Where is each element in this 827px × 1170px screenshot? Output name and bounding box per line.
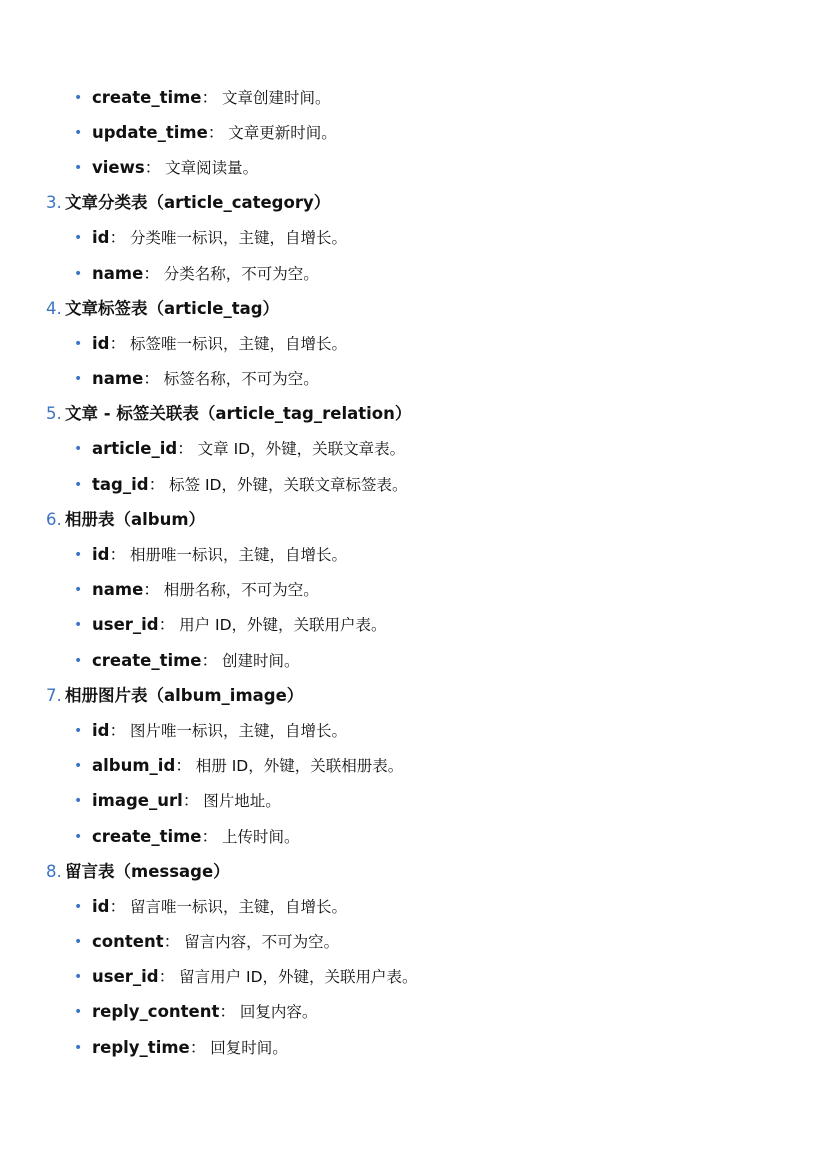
colon: ：: [109, 333, 126, 353]
bullet-icon: •: [74, 722, 83, 739]
colon: ：: [219, 1002, 236, 1022]
field-name: content: [92, 932, 164, 952]
field-name: views: [92, 157, 145, 177]
field-item: [0, 150, 827, 185]
table-title: 留言表（message）: [65, 861, 230, 881]
bullet-icon: •: [74, 969, 83, 986]
field-item: [0, 326, 827, 361]
bullet-icon: •: [74, 89, 83, 106]
bullet-icon: •: [74, 582, 83, 599]
field-description: 留言内容，不可为空。: [184, 933, 340, 952]
field-name: id: [92, 720, 110, 740]
colon: ：: [148, 474, 166, 494]
field-name: reply_time: [92, 1037, 190, 1057]
field-item: [0, 784, 827, 819]
field-name: update_time: [92, 122, 208, 142]
list-number: 4.: [46, 298, 62, 318]
field-name: album_id: [92, 756, 176, 776]
table-title: 相册图片表（album_image）: [65, 685, 304, 705]
colon: ：: [207, 122, 225, 142]
bullet-icon: •: [74, 793, 83, 810]
colon: ：: [109, 896, 126, 916]
colon: ：: [201, 650, 218, 670]
bullet-icon: •: [74, 265, 83, 282]
field-name: name: [92, 369, 144, 389]
field-item: [0, 362, 827, 397]
field-description: 上传时间。: [222, 827, 300, 846]
field-description: 相册名称，不可为空。: [163, 581, 319, 600]
bullet-icon: •: [74, 617, 83, 634]
field-description: 文章阅读量。: [165, 158, 259, 177]
bullet-icon: •: [74, 547, 83, 564]
table-heading: [0, 854, 827, 889]
field-description: 回复内容。: [239, 1003, 318, 1022]
table-title: 文章 - 标签关联表（article_tag_relation）: [65, 404, 412, 424]
field-description: 留言唯一标识，主键，自增长。: [129, 897, 347, 916]
field-name: create_time: [92, 87, 202, 107]
list-number: 6.: [46, 509, 62, 529]
field-name: reply_content: [92, 1002, 220, 1022]
field-item: [0, 432, 827, 467]
field-description: 相册唯一标识，主键，自增长。: [129, 546, 347, 565]
field-name: id: [92, 228, 110, 248]
field-name: article_id: [92, 439, 178, 459]
colon: ：: [143, 580, 160, 600]
list-number: 3.: [46, 193, 62, 213]
bullet-icon: •: [74, 758, 83, 775]
colon: ：: [201, 826, 218, 846]
bullet-icon: •: [74, 335, 83, 352]
table-title: 文章分类表（article_category）: [65, 193, 331, 213]
field-name: name: [92, 580, 144, 600]
field-description: 标签 ID，外键，关联文章标签表。: [169, 475, 408, 494]
field-description: 标签名称，不可为空。: [163, 370, 319, 389]
field-name: user_id: [92, 615, 159, 635]
bullet-icon: •: [74, 652, 83, 669]
list-number: 8.: [46, 861, 62, 881]
colon: ：: [143, 263, 160, 283]
field-description: 留言用户 ID，外键，关联用户表。: [179, 968, 418, 987]
field-name: id: [92, 896, 110, 916]
field-item: [0, 925, 827, 960]
table-title: 文章标签表（article_tag）: [65, 298, 280, 318]
bullet-icon: •: [74, 476, 83, 493]
field-description: 文章更新时间。: [228, 123, 337, 142]
field-item: [0, 995, 827, 1030]
colon: ：: [163, 932, 181, 952]
colon: ：: [201, 87, 218, 107]
field-item: [0, 643, 827, 678]
colon: ：: [109, 228, 126, 248]
table-heading: [0, 186, 827, 221]
field-description: 用户 ID，外键，关联用户表。: [179, 616, 387, 635]
bullet-icon: •: [74, 441, 83, 458]
field-description: 标签唯一标识，主键，自增长。: [129, 334, 347, 353]
field-name: id: [92, 545, 110, 565]
field-item: [0, 467, 827, 502]
bullet-icon: •: [74, 159, 83, 176]
list-number: 5.: [46, 404, 62, 424]
field-description: 回复时间。: [210, 1038, 288, 1057]
field-description: 图片地址。: [203, 792, 281, 811]
field-description: 创建时间。: [222, 651, 300, 670]
field-description: 分类名称，不可为空。: [163, 264, 319, 283]
field-description: 图片唯一标识，主键，自增长。: [129, 721, 347, 740]
field-item: [0, 749, 827, 784]
field-item: [0, 713, 827, 748]
colon: ：: [143, 369, 160, 389]
field-item: [0, 889, 827, 924]
bullet-icon: •: [74, 898, 83, 915]
colon: ：: [182, 791, 200, 811]
bullet-icon: •: [74, 1039, 83, 1056]
field-name: create_time: [92, 650, 202, 670]
table-heading: [0, 502, 827, 537]
field-item: [0, 1030, 827, 1065]
bullet-icon: •: [74, 230, 83, 247]
colon: ：: [109, 720, 126, 740]
field-item: [0, 960, 827, 995]
bullet-icon: •: [74, 371, 83, 388]
bullet-icon: •: [74, 828, 83, 845]
field-name: name: [92, 263, 144, 283]
field-item: [0, 537, 827, 572]
field-name: id: [92, 333, 110, 353]
colon: ：: [158, 615, 176, 635]
bullet-icon: •: [74, 124, 83, 141]
table-heading: [0, 291, 827, 326]
field-description: 文章创建时间。: [222, 88, 331, 107]
field-item: [0, 819, 827, 854]
table-title: 相册表（album）: [65, 509, 206, 529]
colon: ：: [144, 157, 162, 177]
field-name: tag_id: [92, 474, 149, 494]
table-heading: [0, 678, 827, 713]
field-name: image_url: [92, 791, 183, 811]
field-item: [0, 221, 827, 256]
field-description: 相册 ID，外键，关联相册表。: [195, 757, 404, 776]
field-name: user_id: [92, 967, 159, 987]
bullet-icon: •: [74, 1004, 83, 1021]
field-description: 文章 ID，外键，关联文章表。: [197, 440, 406, 459]
field-name: create_time: [92, 826, 202, 846]
colon: ：: [189, 1037, 207, 1057]
colon: ：: [177, 439, 194, 459]
field-item: [0, 256, 827, 291]
document-body: [0, 80, 827, 1065]
list-number: 7.: [46, 685, 62, 705]
colon: ：: [158, 967, 176, 987]
field-item: [0, 608, 827, 643]
field-item: [0, 573, 827, 608]
field-item: [0, 80, 827, 115]
table-heading: [0, 397, 827, 432]
field-item: [0, 115, 827, 150]
colon: ：: [175, 756, 192, 776]
colon: ：: [109, 545, 126, 565]
bullet-icon: •: [74, 934, 83, 951]
field-description: 分类唯一标识，主键，自增长。: [129, 229, 347, 248]
